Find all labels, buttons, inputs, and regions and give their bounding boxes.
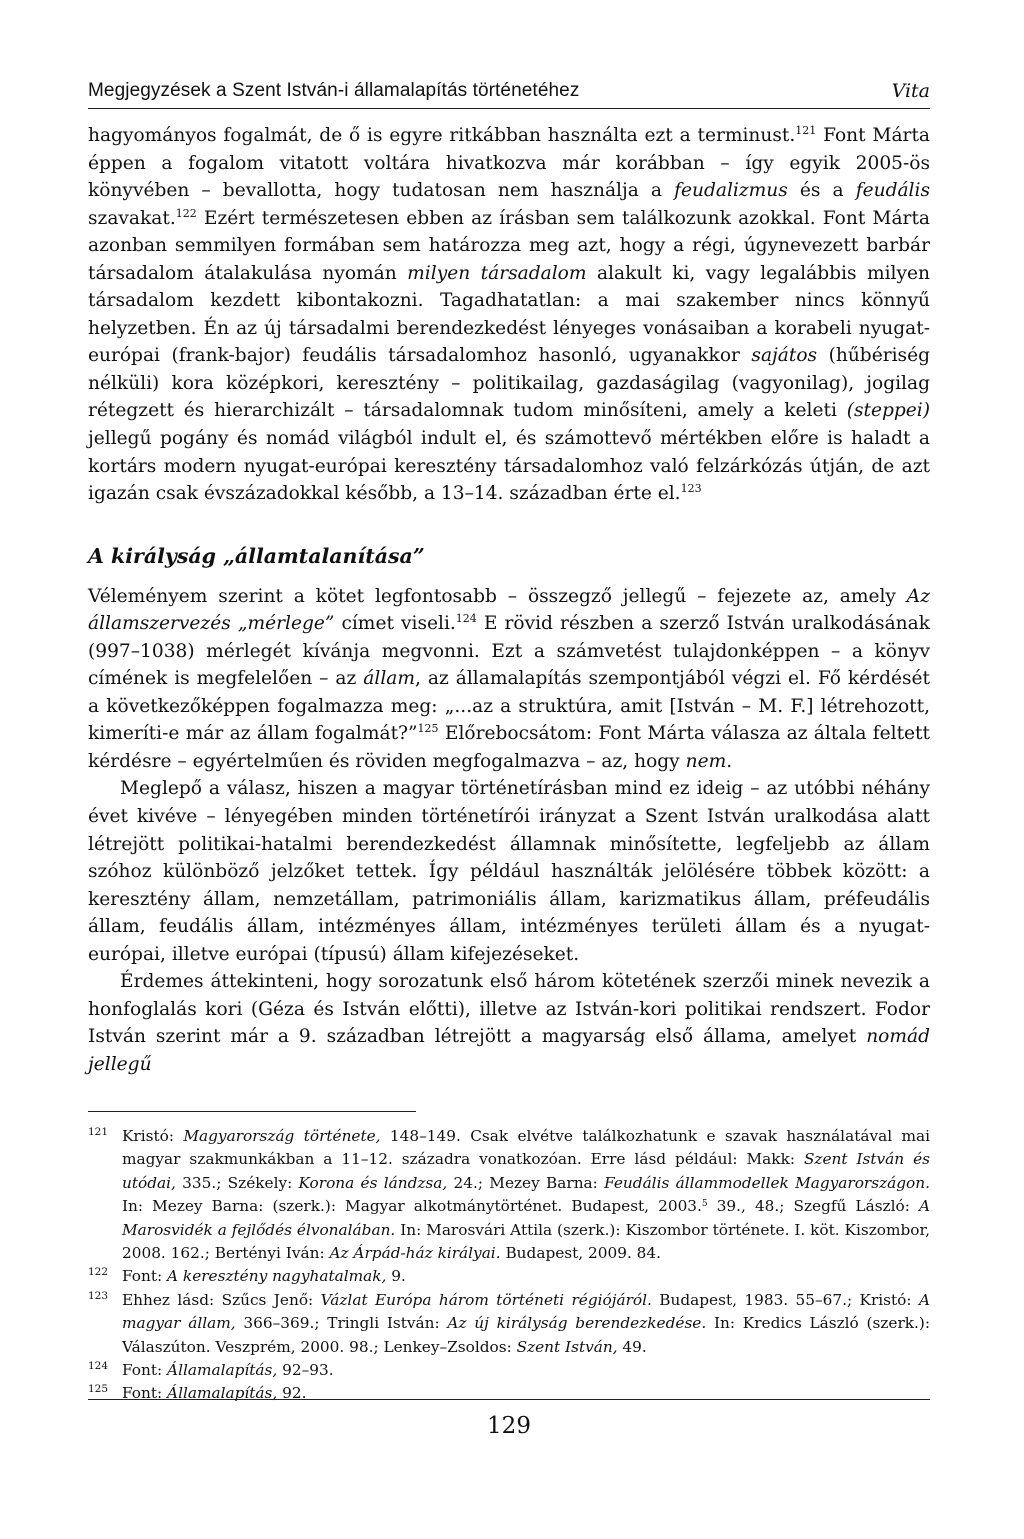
section-label: Vita <box>891 80 930 102</box>
paragraph: hagyományos fogalmát, de ő is egyre ritkábban használta ezt a terminust.$^{121}$ Font Márta éppen a fogalom vitatott voltára hivatkozva már korábban – így egyik 2005-ös könyvében – bevallotta, hogy tudatosan nem használja a feudalizmus és a feudális szavakat.$^{122}$ Ezért természetesen ebben az írásban sem találkozunk azokkal. Font Márta azonban semmilyen formában sem határozza meg azt, hogy a régi, úgynevezett barbár társadalom átalakulása nyomán milyen társadalom alakult ki, vagy legalábbis milyen társadalom kezdett kibontakozni. Tagadhatatlan: a mai szakember nincs könnyű helyzetben. Én az új társadalmi berendezkedést lényeges vonásaiban a korabeli nyugat-európai (frank-bajor) feudális társadalomhoz hasonló, ugyanakkor sajátos (hűbériség nélküli) kora középkori, keresztény – politikailag, gazdaságilag (vagyonilag), jogilag rétegzett és hierarchizált – társadalomnak tudom minősíteni, amely a keleti (steppei) jellegű pogány és nomád világból indult el, és számottevő mértékben előre is haladt a kortárs modern nyugat-európai keresztény társadalomhoz való felzárkózás útján, de azt igazán csak évszázadokkal később, a 13–14. században érte el.$^{123}$ <box>88 124 930 505</box>
footnote: 122 Font: A keresztény nagyhatalmak, 9. <box>88 1266 406 1286</box>
footnote: 121 Kristó: Magyarország története, 148–149. Csak elvétve találkozhatunk e szavak használatával mai magyar szakmunkákban a 11–12. századra vonatkozóan. Erre lásd például: Makk: Szent István és utódai, 335.; Székely: Korona és lándzsa, 24.; Mezey Barna: Feudális állammodellek Magyarországon. In: Mezey Barna: (szerk.): Magyar alkotmánytörténet. Budapest, 2003.$^5$ 39., 48.; Szegfű László: A Marosvidék a fejlődés élvonalában. In: Marosvári Attila (szerk.): Kiszombor története. I. köt. Kiszombor, 2008. 162.; Bertényi Iván: Az Árpád-ház királyai. Budapest, 2009. 84. <box>88 1126 930 1263</box>
footnote-number: 121 <box>88 1126 109 1138</box>
footnote-separator <box>88 1111 416 1112</box>
bottom-rule <box>88 1399 930 1400</box>
footnotes <box>88 1125 930 1406</box>
footnote: 123 Ehhez lásd: Szűcs Jenő: Vázlat Európa három történeti régiójáról. Budapest, 1983. 55–67.; Kristó: A magyar állam, 366–369.; Tringli István: Az új királyság berendezkedése. In: Kredics László (szerk.): Válaszúton. Veszprém, 2000. 98.; Lenkey–Zsoldos: Szent István, 49. <box>88 1289 931 1356</box>
footnote-number: 123 <box>88 1289 109 1302</box>
body-text <box>88 122 930 1079</box>
page-number: 129 <box>487 1413 531 1439</box>
section-heading: A királyság „államtalanítása” <box>88 543 425 568</box>
paragraph: Érdemes áttekinteni, hogy sorozatunk első három kötetének szerzői minek nevezik a honfoglalás kori (Géza és István előtti), illetve az István-kori politikai rendszert. Fodor István szerint már a 9. században létrejött a magyarság első állama, amelyet nomád jellegű <box>88 971 930 1075</box>
footnote: 125 Font: Államalapítás, 92. <box>88 1383 307 1403</box>
paragraph: Véleményem szerint a kötet legfontosabb – összegző jellegű – fejezete az, amely Az államszervezés „mérlege” címet viseli.$^{124}$ E rövid részben a szerző István uralkodásának (997–1038) mérlegét kívánja megvonni. Ezt a számvetést tulajdonképpen – a könyv címének is megfelelően – az állam, az államalapítás szempontjából végzi el. Fő kérdését a következőképpen fogalmazza meg: „...az a struktúra, amit [István – M. F.] létrehozott, kimeríti-e már az állam fogalmát?”$^{125}$ Előrebocsátom: Font Márta válasza az általa feltett kérdésre – egyértelműen és röviden megfogalmazva – az, hogy nem. <box>88 585 931 772</box>
running-header <box>88 80 930 109</box>
footnote-number: 124 <box>88 1360 109 1373</box>
footnote: 124 Font: Államalapítás, 92–93. <box>88 1360 334 1380</box>
footnote-number: 125 <box>88 1383 109 1396</box>
footnote-number: 122 <box>88 1266 109 1279</box>
running-title: Megjegyzések a Szent István-i államalapítás történetéhez <box>88 80 580 101</box>
paragraph: Meglepő a válasz, hiszen a magyar történetírásban mind ez ideig – az utóbbi néhány évet kivéve – lényegében minden történetírói irányzat a Szent István uralkodása alatt létrejött politikai-hatalmi berendezkedést államnak minősítette, legfeljebb az állam szóhoz különböző jelzőket tettek. Így például használták jelölésére többek között: a keresztény állam, nemzetállam, patrimoniális állam, karizmatikus állam, préfeudális állam, feudális állam, intézményes állam, intézményes területi állam és a nyugat-európai, illetve európai (típusú) állam kifejezéseket. <box>88 778 930 965</box>
